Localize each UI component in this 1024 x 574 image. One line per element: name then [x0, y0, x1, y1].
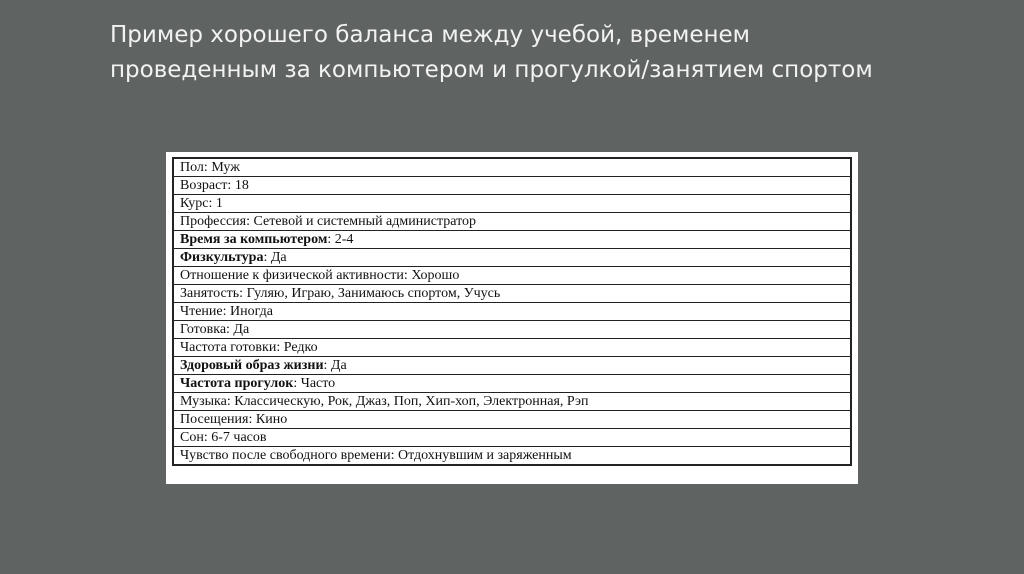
field-separator: : [403, 268, 412, 283]
field-label: Отношение к физической активности [180, 268, 404, 283]
field-value: Да [233, 322, 250, 337]
field-label: Пол [180, 160, 204, 175]
table-row [173, 267, 851, 285]
table-cell [173, 357, 851, 375]
field-label: Посещения [180, 412, 249, 427]
table-cell [173, 285, 851, 303]
field-value: Сетевой и системный администратор [253, 214, 477, 229]
table-cell [173, 447, 851, 466]
field-label: Чтение [180, 304, 223, 319]
field-label: Возраст [180, 178, 228, 193]
table-row [173, 231, 851, 249]
field-label: Курс [180, 196, 209, 211]
field-value: 2-4 [334, 232, 354, 247]
profile-table-frame [166, 152, 858, 484]
table-row [173, 447, 851, 466]
table-row [173, 158, 851, 177]
field-separator: : [226, 322, 234, 337]
table-cell [173, 249, 851, 267]
field-separator: : [208, 196, 216, 211]
field-label: Время за компьютером [180, 232, 328, 247]
field-separator: : [246, 214, 254, 229]
profile-table-body [173, 158, 851, 465]
field-separator: : [222, 304, 231, 319]
field-value: Редко [283, 340, 318, 355]
table-row [173, 249, 851, 267]
field-value: 1 [215, 196, 223, 211]
field-separator: : [263, 250, 271, 265]
field-separator: : [390, 448, 398, 463]
table-row [173, 357, 851, 375]
field-label: Профессия [180, 214, 247, 229]
table-row [173, 195, 851, 213]
table-cell [173, 267, 851, 285]
field-value: 6-7 часов [211, 430, 267, 445]
field-separator: : [248, 412, 256, 427]
field-separator: : [293, 376, 301, 391]
field-separator: : [323, 358, 331, 373]
field-value: Да [330, 358, 347, 373]
field-value: Иногда [230, 304, 274, 319]
field-label: Чувство после свободного времени [180, 448, 391, 463]
field-separator: : [227, 178, 235, 193]
field-separator: : [203, 430, 212, 445]
field-value: Отдохнувшим и заряженным [397, 448, 572, 463]
field-label: Частота готовки [180, 340, 277, 355]
table-cell [173, 158, 851, 177]
field-value: Кино [255, 412, 288, 427]
table-row [173, 177, 851, 195]
table-cell [173, 321, 851, 339]
table-row [173, 303, 851, 321]
field-label: Частота прогулок [180, 376, 294, 391]
field-label: Здоровый образ жизни [180, 358, 324, 373]
field-value: Хорошо [411, 268, 460, 283]
field-value: Гуляю, Играю, Занимаюсь спортом, Учусь [246, 286, 501, 301]
table-cell [173, 393, 851, 411]
table-row [173, 393, 851, 411]
field-label: Физкультура [180, 250, 264, 265]
field-label: Музыка [180, 394, 227, 409]
table-cell [173, 177, 851, 195]
field-label: Занятость [180, 286, 240, 301]
table-cell [173, 303, 851, 321]
table-cell [173, 195, 851, 213]
table-cell [173, 429, 851, 447]
field-value: Часто [300, 376, 336, 391]
table-row [173, 429, 851, 447]
field-separator: : [203, 160, 212, 175]
table-row [173, 411, 851, 429]
slide-title-line-1: Пример хорошего баланса между учебой, временем [110, 22, 751, 48]
field-value: Муж [211, 160, 240, 175]
table-cell [173, 411, 851, 429]
field-label: Сон [180, 430, 204, 445]
table-row [173, 375, 851, 393]
table-row [173, 285, 851, 303]
table-cell [173, 231, 851, 249]
field-separator: : [226, 394, 235, 409]
table-row [173, 339, 851, 357]
profile-table [172, 157, 852, 466]
slide-title-line-2: проведенным за компьютером и прогулкой/занятием спортом [110, 57, 873, 83]
field-value: Классическую, Рок, Джаз, Поп, Хип-хоп, Электронная, Рэп [234, 394, 589, 409]
field-label: Готовка [180, 322, 227, 337]
table-cell [173, 213, 851, 231]
table-row [173, 213, 851, 231]
field-separator: : [276, 340, 284, 355]
field-separator: : [239, 286, 247, 301]
table-cell [173, 375, 851, 393]
slide-title [110, 18, 990, 88]
field-separator: : [327, 232, 335, 247]
field-value: Да [270, 250, 287, 265]
table-cell [173, 339, 851, 357]
table-row [173, 321, 851, 339]
field-value: 18 [234, 178, 249, 193]
